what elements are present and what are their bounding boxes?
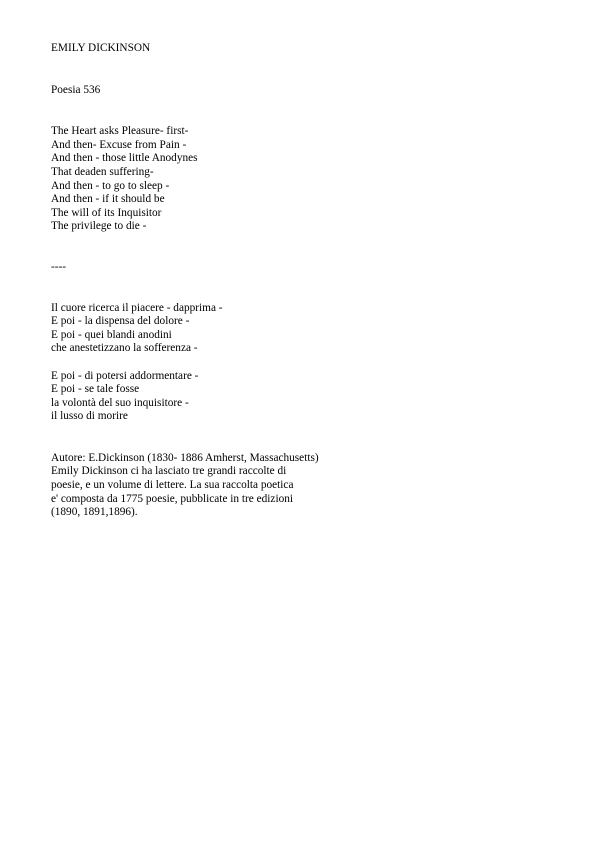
separator-text: ---- — [51, 260, 67, 273]
poem-title — [51, 84, 551, 98]
poem-line: E poi - di potersi addormentare - — [51, 369, 199, 382]
author-name: EMILY DICKINSON — [51, 42, 151, 54]
poem-line: And then - those little Anodynes — [51, 152, 198, 165]
author-note — [51, 452, 551, 520]
poem-line: Il cuore ricerca il piacere - dapprima - — [51, 301, 223, 314]
poem-line: la volontà del suo inquisitore - — [51, 396, 189, 409]
poem-title-text: Poesia 536 — [51, 83, 101, 96]
note-line: poesie, e un volume di lettere. La sua raccolta poetica — [51, 479, 294, 492]
poem-line: il lusso di morire — [51, 410, 128, 423]
poem-line: E poi - quei blandi anodini — [51, 328, 172, 341]
poem-italian-stanza-1 — [51, 302, 551, 356]
poem-line: And then- Excuse from Pain - — [51, 138, 187, 151]
note-line: Autore: E.Dickinson (1830- 1886 Amherst, Massachusetts) — [51, 451, 319, 464]
poem-line: And then - if it should be — [51, 193, 165, 206]
poem-line: The will of its Inquisitor — [51, 206, 162, 219]
poem-line: E poi - la dispensa del dolore - — [51, 315, 190, 328]
poem-italian-stanza-2 — [51, 370, 551, 424]
separator — [51, 261, 551, 275]
poem-line: The privilege to die - — [51, 220, 147, 233]
note-line: e' composta da 1775 poesie, pubblicate in tre edizioni — [51, 492, 294, 505]
document-page — [51, 42, 551, 520]
poem-line: And then - to go to sleep - — [51, 179, 170, 192]
author-heading — [51, 42, 551, 56]
poem-line: che anestetizzano la sofferenza - — [51, 342, 198, 355]
poem-english — [51, 125, 551, 234]
poem-line: The Heart asks Pleasure- first- — [51, 125, 189, 138]
poem-line: E poi - se tale fosse — [51, 383, 140, 396]
note-line: Emily Dickinson ci ha lasciato tre grandi raccolte di — [51, 465, 287, 478]
note-line: (1890, 1891,1896). — [51, 506, 138, 519]
poem-line: That deaden suffering- — [51, 165, 154, 178]
